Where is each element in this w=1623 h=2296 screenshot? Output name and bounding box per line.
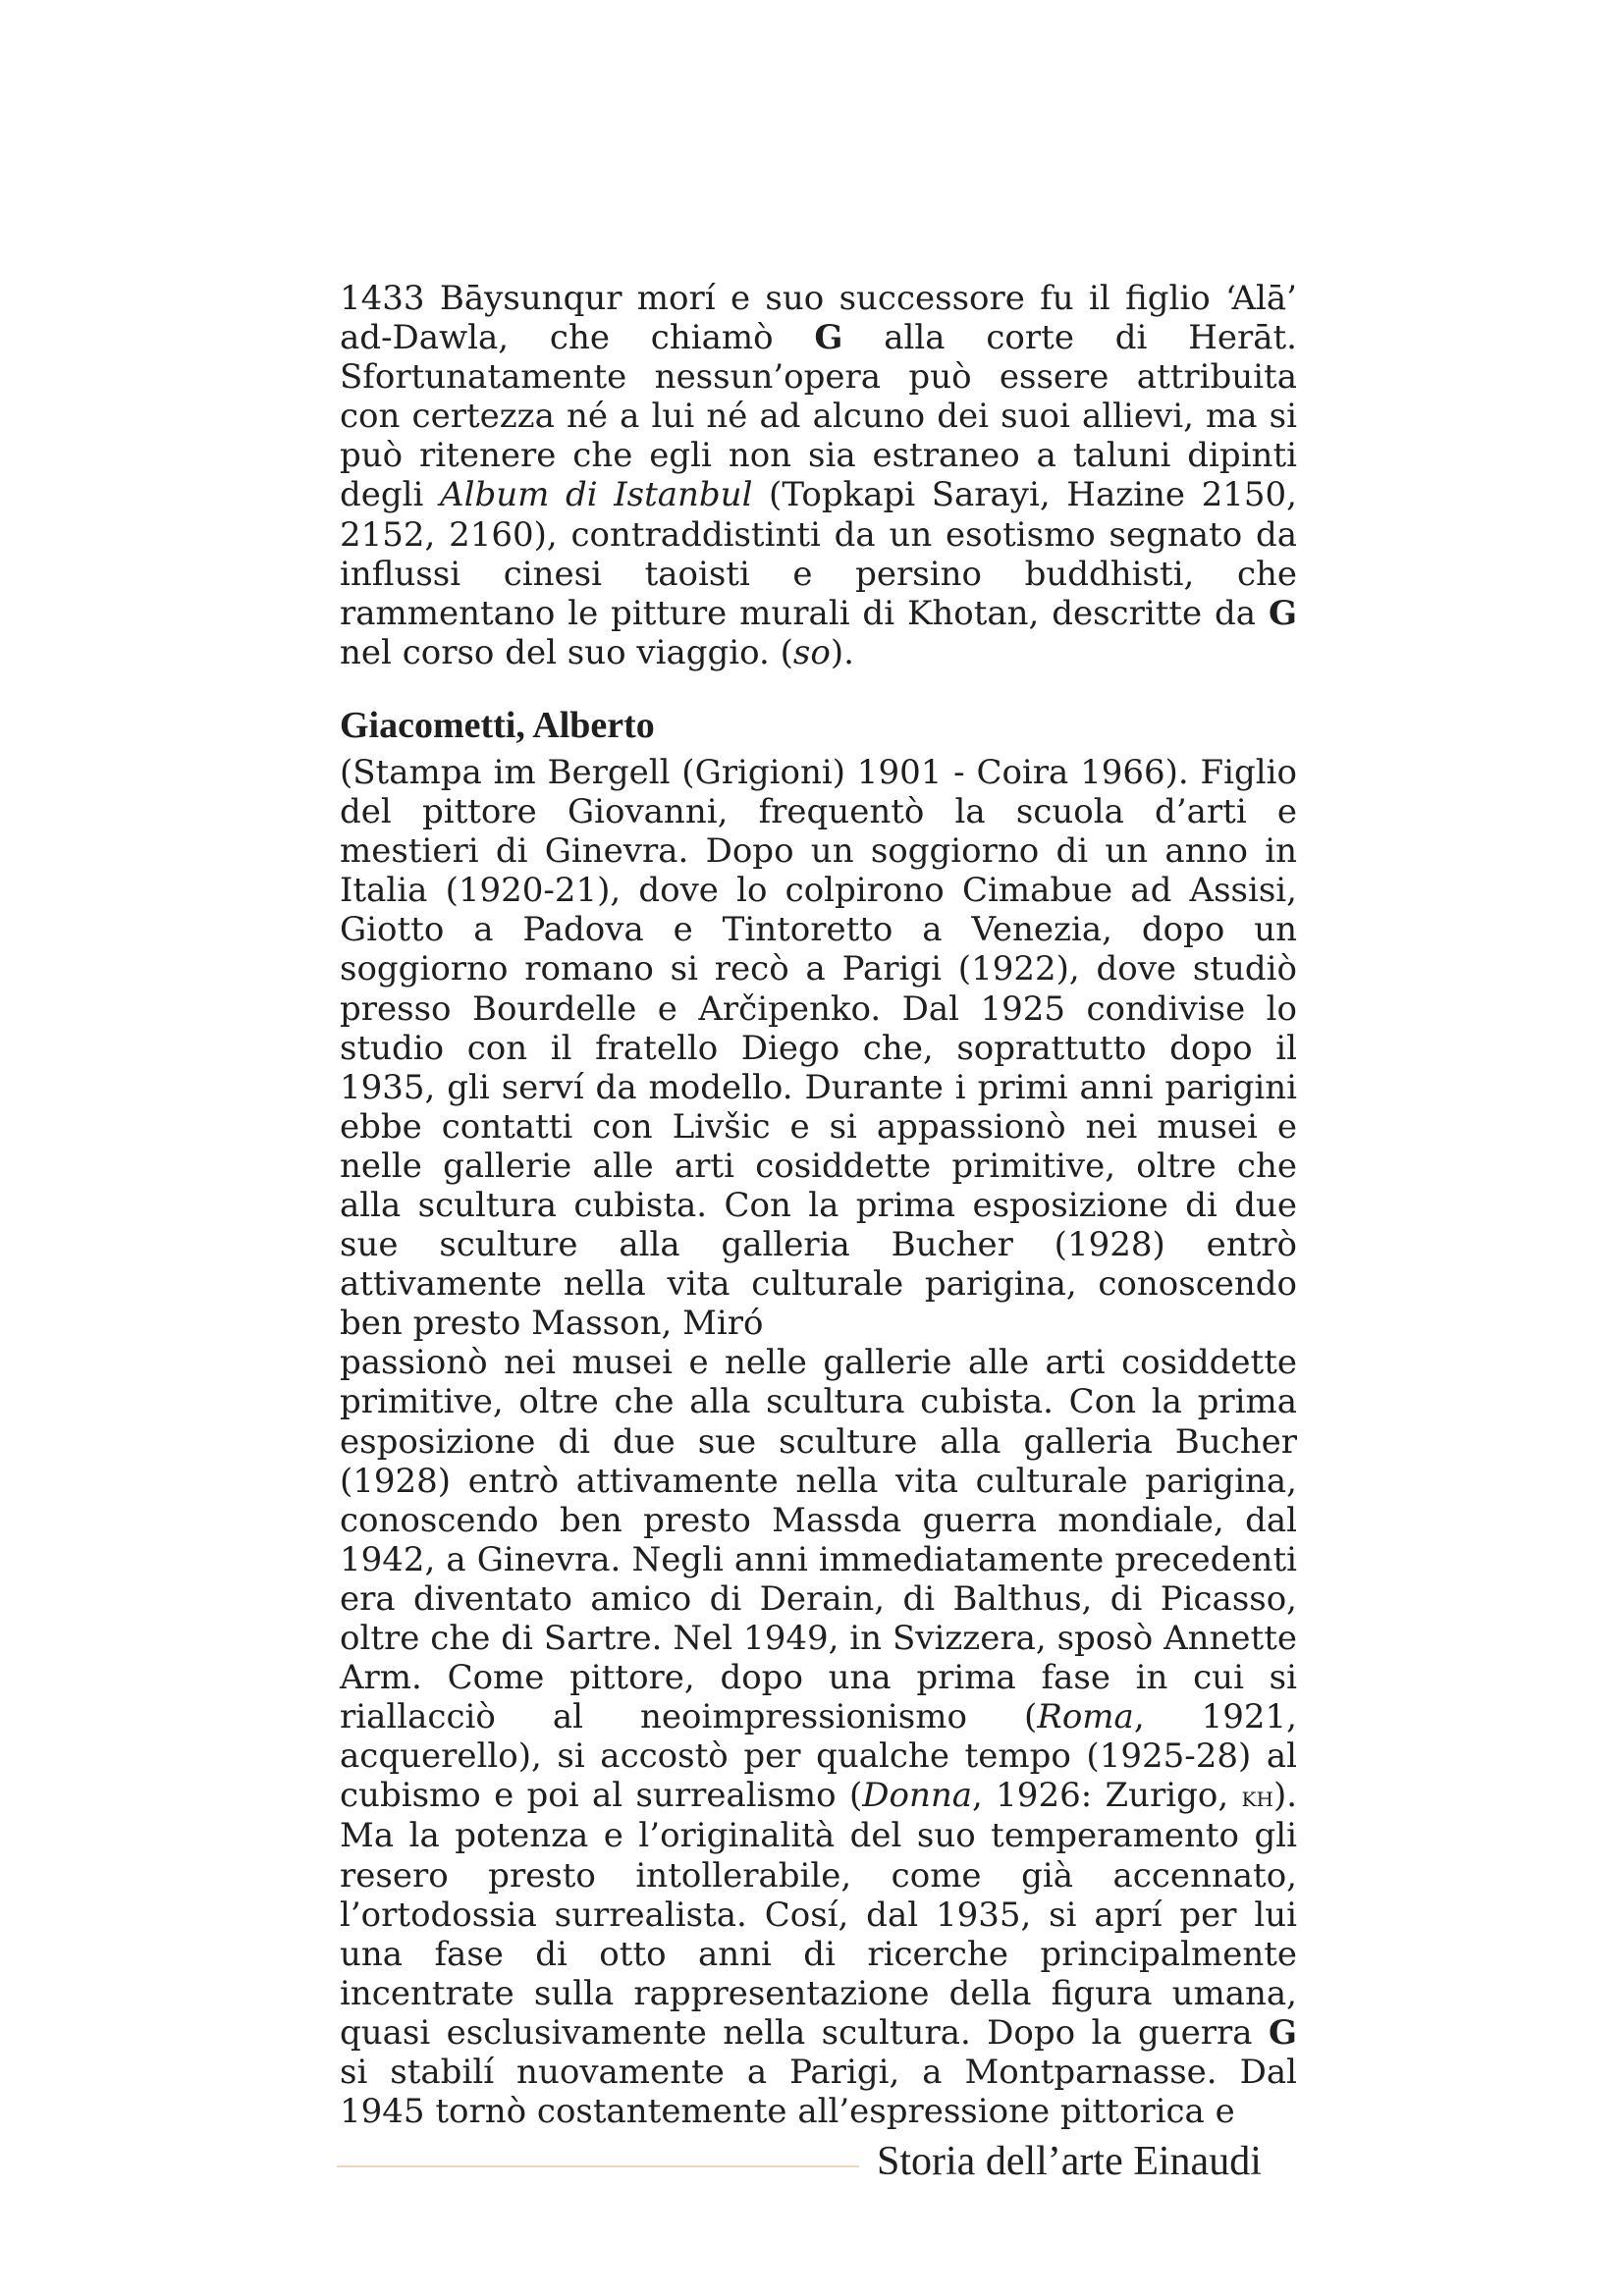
- text-run: , 1926: Zurigo,: [972, 1776, 1242, 1816]
- text-run: ). Ma la potenza e l’originalità del suo temperamento gli resero presto intollerabile, come già accennato, l’ortodossia surrealista. Cosí, dal 1935, si aprí per lui una fase di otto anni di ricerche principalmente incentrate sulla rappresentazione della figura umana, quasi esclusivamente nella scultura. Dopo la guerra: [340, 1776, 1298, 2053]
- entry-paragraph: (Stampa im Bergell (Grigioni) 1901 - Coira 1966). Figlio del pittore Giovanni, frequentò la scuola d’arti e mestieri di Ginevra. Dopo un soggiorno di un anno in Italia (1920-21), dove lo colpirono Cimabue ad Assisi, Giotto a Padova e Tintoretto a Venezia, dopo un soggiorno romano si recò a Parigi (1922), dove studiò presso Bourdelle e Arčipenko. Dal 1925 condivise lo studio con il fratello Diego che, soprattutto dopo il 1935, gli serví da modello. Durante i primi anni parigini ebbe contatti con Livšic e si appassionò nei musei e nelle gallerie alle arti cosiddette primitive, oltre che alla scultura cubista. Con la prima esposizione di due sue sculture alla galleria Bucher (1928) entrò attivamente nella vita culturale parigina, conoscendo ben presto Masson, Miró: [340, 752, 1297, 1344]
- text-run: alla corte di Herāt. Sfortunatamente nessun’opera può essere attribuita con certezza né a lui né ad alcuno dei suoi allievi, ma si può ritenere che egli non sia estraneo a taluni dipinti degli: [340, 318, 1297, 515]
- author-initials: so: [792, 632, 831, 672]
- text-run: (Topkapi Sarayi, Hazine 2150, 2152, 2160), contraddistinti da un esotismo segnato da influssi cinesi taoisti e persino buddhisti, che rammentano le pitture murali di Khotan, descritte da: [340, 475, 1297, 633]
- entry-heading: Giacometti, Alberto: [340, 704, 655, 746]
- entry-abbreviation: G: [814, 318, 843, 358]
- entry-paragraph: [340, 1343, 1297, 2131]
- collection-abbreviation: kh: [1241, 1780, 1273, 1814]
- text-run: si stabilí nuovamente a Parigi, a Montparnasse. Dal 1945 tornò costantemente all’espressione pittorica e: [340, 2053, 1297, 2132]
- text-run: nel corso del suo viaggio. (: [340, 632, 793, 672]
- entry-abbreviation: G: [1268, 2012, 1297, 2053]
- entry-abbreviation: G: [1268, 593, 1297, 633]
- text-run: ).: [830, 632, 854, 672]
- work-title: Donna: [862, 1776, 973, 1816]
- work-title: Roma: [1037, 1697, 1134, 1737]
- work-title: Album di Istanbul: [440, 475, 753, 515]
- page-body: [340, 279, 1297, 2131]
- text-run: passionò nei musei e nelle gallerie alle arti cosiddette primitive, oltre che alla scultura cubista. Con la prima esposizione di due sue sculture alla galleria Bucher (1928) entrò attivamente nella vita culturale parigina, conoscendo ben presto Massda guerra mondiale, dal 1942, a Ginevra. Negli anni immediatamente precedenti era diventato amico di Derain, di Balthus, di Picasso, oltre che di Sartre. Nel 1949, in Svizzera, sposò Annette Arm. Come pittore, dopo una prima fase in cui si riallacciò al neoimpressionismo (: [340, 1343, 1297, 1737]
- footer-title: Storia dell’arte Einaudi: [877, 2139, 1262, 2184]
- footer-rule: [337, 2165, 859, 2167]
- text-run: 1433 Bāysunqur morí e suo successore fu il figlio ‘Alā’ ad-Dawla, che chiamò: [340, 279, 1297, 358]
- continuation-paragraph: [340, 279, 1297, 672]
- text-run: , 1921, acquerello), si accostò per qualche tempo (1925-28) al cubismo e poi al surrealismo (: [340, 1697, 1297, 1816]
